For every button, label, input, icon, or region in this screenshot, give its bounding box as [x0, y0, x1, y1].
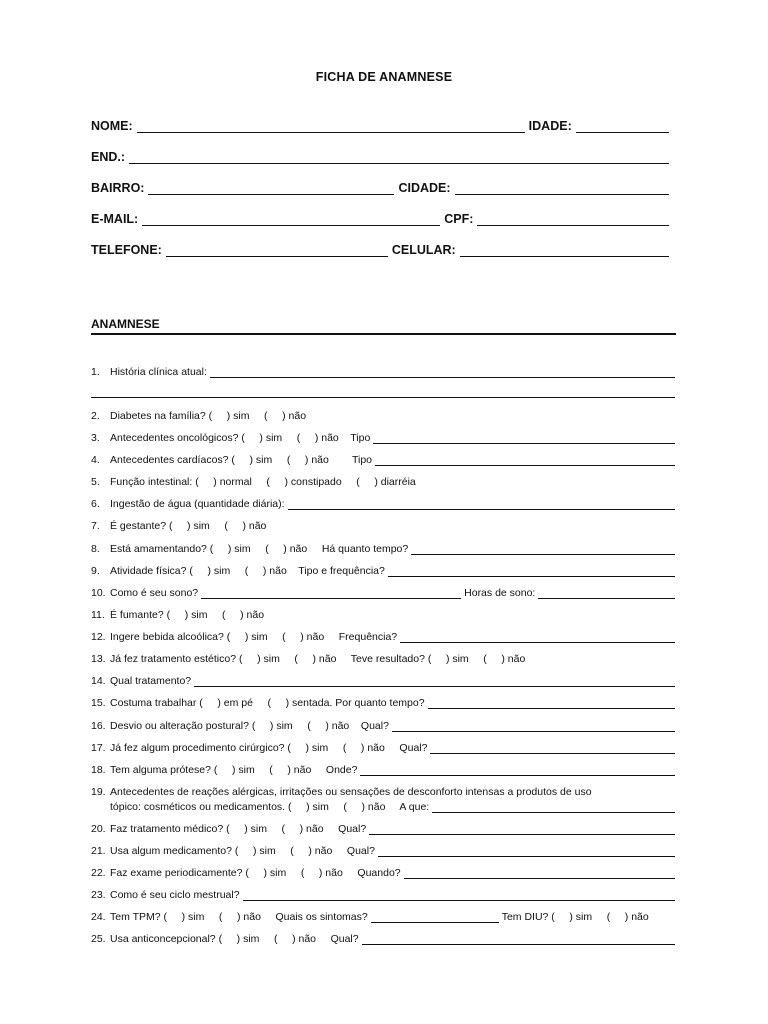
answer-line[interactable] — [210, 367, 675, 378]
question-text[interactable]: Faz tratamento médico? ( ) sim ( ) não Qual? — [110, 823, 367, 835]
question-number: 21. — [91, 845, 106, 857]
question-text: Qual tratamento? — [110, 675, 192, 687]
question-number: 1. — [91, 366, 100, 378]
answer-line[interactable] — [404, 868, 675, 879]
answer-line[interactable] — [432, 802, 675, 813]
question-25 — [91, 931, 675, 945]
question-11 — [91, 607, 675, 621]
bairro-field[interactable] — [148, 182, 394, 195]
question-15 — [91, 695, 675, 709]
question-14 — [91, 673, 675, 687]
answer-line[interactable] — [392, 721, 675, 732]
question-text[interactable]: tópico: cosméticos ou medicamentos. ( ) sim ( ) não A que: — [110, 801, 430, 813]
question-number: 12. — [91, 631, 106, 643]
answer-line[interactable] — [194, 676, 675, 687]
telefone-field[interactable] — [166, 244, 388, 257]
question-text[interactable]: Antecedentes oncológicos? ( ) sim ( ) não Tipo — [110, 432, 371, 444]
sleep-answer-line[interactable] — [201, 588, 461, 599]
question-number: 14. — [91, 675, 106, 687]
question-text[interactable]: Desvio ou alteração postural? ( ) sim ( ) não Qual? — [110, 720, 389, 732]
question-text: Como é seu ciclo mestrual? — [110, 889, 240, 901]
question-number: 20. — [91, 823, 106, 835]
end-field[interactable] — [129, 151, 669, 164]
nome-field[interactable] — [137, 120, 525, 133]
question-2 — [91, 408, 675, 422]
question-number: 23. — [91, 889, 106, 901]
answer-line[interactable] — [428, 698, 675, 709]
question-6 — [91, 496, 675, 510]
question-text: Antecedentes de reações alérgicas, irritações ou sensações de desconforto intensas a produtos de uso — [110, 786, 592, 798]
row-telefone — [91, 241, 673, 257]
question-text[interactable]: Diabetes na família? ( ) sim ( ) não — [110, 410, 307, 422]
cpf-field[interactable] — [477, 213, 669, 226]
answer-line[interactable] — [373, 433, 675, 444]
section-divider — [91, 333, 676, 335]
idade-field[interactable] — [576, 120, 669, 133]
question-text: História clínica atual: — [110, 366, 207, 378]
bairro-label: BAIRRO: — [91, 181, 145, 195]
question-number: 16. — [91, 720, 106, 732]
answer-line[interactable] — [400, 632, 675, 643]
question-number: 15. — [91, 697, 106, 709]
row-bairro — [91, 179, 673, 195]
form-title: FICHA DE ANAMNESE — [315, 70, 453, 84]
question-text[interactable]: É fumante? ( ) sim ( ) não — [110, 609, 265, 621]
question-number: 25. — [91, 933, 106, 945]
question-18 — [91, 762, 675, 776]
cidade-field[interactable] — [455, 182, 669, 195]
question-text[interactable]: Antecedentes cardíacos? ( ) sim ( ) não Tipo — [110, 454, 373, 466]
question-21 — [91, 843, 675, 857]
question-16 — [91, 718, 675, 732]
question-text: Ingestão de água (quantidade diária): — [110, 498, 285, 510]
answer-line[interactable] — [378, 846, 675, 857]
question-number: 9. — [91, 565, 100, 577]
question-1 — [91, 364, 675, 378]
question-22 — [91, 865, 675, 879]
celular-field[interactable] — [460, 244, 669, 257]
email-label: E-MAIL: — [91, 212, 139, 226]
question-number: 18. — [91, 764, 106, 776]
question-17 — [91, 740, 675, 754]
question-text[interactable]: Usa anticoncepcional? ( ) sim ( ) não Qual? — [110, 933, 359, 945]
question-text[interactable]: Usa algum medicamento? ( ) sim ( ) não Qual? — [110, 845, 375, 857]
question-text[interactable]: Tem TPM? ( ) sim ( ) não Quais os sintomas? — [110, 911, 368, 923]
question-text[interactable]: Costuma trabalhar ( ) em pé ( ) sentada. Por quanto tempo? — [110, 697, 425, 709]
end-label: END.: — [91, 150, 126, 164]
answer-line[interactable] — [411, 544, 675, 555]
question-text[interactable]: Está amamentando? ( ) sim ( ) não Há quanto tempo? — [110, 543, 409, 555]
answer-line[interactable] — [369, 824, 675, 835]
question-number: 19. — [91, 786, 106, 798]
section-title: ANAMNESE — [91, 317, 160, 331]
question-number: 4. — [91, 454, 100, 466]
question-19-continued — [110, 799, 675, 813]
question-7 — [91, 518, 675, 532]
answer-line[interactable] — [362, 934, 675, 945]
row-end — [91, 148, 673, 164]
question-number: 10. — [91, 587, 106, 599]
row-email — [91, 210, 673, 226]
question-number: 17. — [91, 742, 106, 754]
answer-line[interactable] — [288, 499, 675, 510]
answer-line[interactable] — [375, 455, 675, 466]
question-number: 3. — [91, 432, 100, 444]
question-text[interactable]: Atividade física? ( ) sim ( ) não Tipo e frequência? — [110, 565, 385, 577]
question-3 — [91, 430, 675, 444]
question-text[interactable]: Já fez tratamento estético? ( ) sim ( ) não Teve resultado? ( ) sim ( ) não — [110, 653, 526, 665]
question-number: 5. — [91, 476, 100, 488]
question-text[interactable]: É gestante? ( ) sim ( ) não — [110, 520, 267, 532]
celular-label: CELULAR: — [391, 243, 456, 257]
answer-line[interactable] — [243, 890, 675, 901]
cpf-label: CPF: — [444, 212, 474, 226]
question-text[interactable]: Tem alguma prótese? ( ) sim ( ) não Onde? — [110, 764, 358, 776]
question-23 — [91, 887, 675, 901]
question-number: 13. — [91, 653, 106, 665]
question-text[interactable]: Faz exame periodicamente? ( ) sim ( ) não Quando? — [110, 867, 401, 879]
question-number: 24. — [91, 911, 106, 923]
cidade-label: CIDADE: — [398, 181, 451, 195]
question-text[interactable]: Função intestinal: ( ) normal ( ) constipado ( ) diarréia — [110, 476, 416, 488]
sleep-hours-line[interactable] — [538, 588, 675, 599]
question-10 — [91, 585, 675, 599]
answer-line-extra[interactable] — [91, 397, 675, 398]
nome-label: NOME: — [91, 119, 133, 133]
question-5 — [91, 474, 675, 488]
question-number: 22. — [91, 867, 106, 879]
question-9 — [91, 563, 675, 577]
question-20 — [91, 821, 675, 835]
question-number: 11. — [91, 609, 105, 621]
question-19 — [91, 784, 675, 798]
question-text: Como é seu sono? — [110, 587, 199, 599]
question-text[interactable]: Ingere bebida alcoólica? ( ) sim ( ) não Frequência? — [110, 631, 398, 643]
answer-line[interactable] — [430, 743, 675, 754]
question-4 — [91, 452, 675, 466]
telefone-label: TELEFONE: — [91, 243, 162, 257]
sleep-hours-label: Horas de sono: — [464, 587, 536, 599]
row-nome — [91, 117, 673, 133]
diu-question[interactable]: Tem DIU? ( ) sim ( ) não — [501, 911, 649, 923]
question-13 — [91, 651, 675, 665]
question-number: 2. — [91, 410, 100, 422]
answer-line[interactable] — [360, 765, 675, 776]
question-number: 6. — [91, 498, 100, 510]
question-text[interactable]: Já fez algum procedimento cirúrgico? ( ) sim ( ) não Qual? — [110, 742, 428, 754]
answer-line[interactable] — [388, 566, 675, 577]
question-8 — [91, 541, 675, 555]
symptoms-line[interactable] — [371, 912, 499, 923]
question-24 — [91, 909, 675, 923]
question-12 — [91, 629, 675, 643]
question-number: 7. — [91, 520, 100, 532]
idade-label: IDADE: — [528, 119, 572, 133]
email-field[interactable] — [142, 213, 440, 226]
question-number: 8. — [91, 543, 100, 555]
